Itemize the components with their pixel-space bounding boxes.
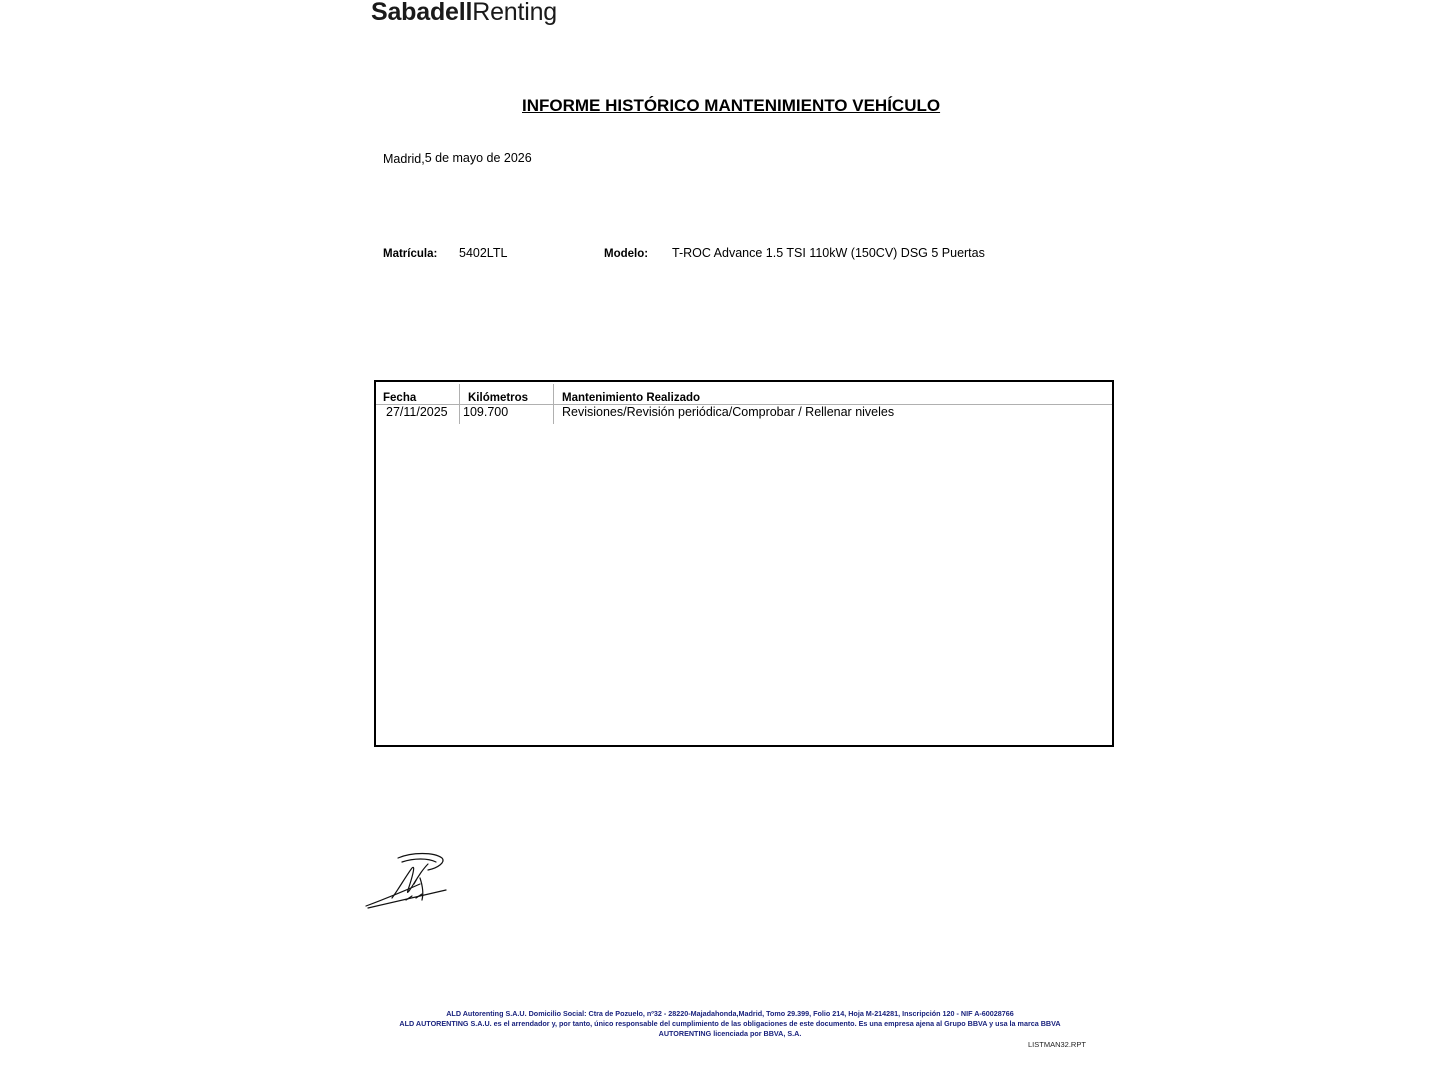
model-value: T-ROC Advance 1.5 TSI 110kW (150CV) DSG 5 Puertas: [672, 246, 985, 260]
date-line: [383, 151, 532, 165]
footer-line-1: ALD Autorenting S.A.U. Domicilio Social: Ctra de Pozuelo, nº32 - 28220-Majadahonda,Madrid, Tomo 29.399, Folio 214, Hoja M-214281, Inscripción 120 - NIF A-60028766: [446, 1009, 1014, 1018]
cell-mantenimiento: Revisiones/Revisión periódica/Comprobar / Rellenar niveles: [562, 405, 895, 419]
plate-label: Matrícula:: [383, 248, 438, 260]
maintenance-table: [374, 380, 1114, 747]
signature-icon: [362, 850, 452, 912]
logo-regular-text: Renting: [472, 0, 558, 26]
plate-value: 5402LTL: [459, 246, 508, 260]
header-fecha: Fecha: [383, 392, 417, 404]
footer-line-2: ALD AUTORENTING S.A.U. es el arrendador y, por tanto, único responsable del cumplimiento de las obligaciones de este documento. Es una empresa ajena al Grupo BBVA y usa la marca BBVA: [399, 1019, 1061, 1028]
city: Madrid,: [383, 152, 425, 166]
model-label: Modelo:: [604, 248, 649, 260]
header-kilometros: Kilómetros: [468, 392, 529, 404]
company-logo: [371, 0, 557, 27]
report-code: LISTMAN32.RPT: [1028, 1040, 1086, 1049]
footer-line-3: AUTORENTING licenciada por BBVA, S.A.: [658, 1029, 802, 1038]
document-title: INFORME HISTÓRICO MANTENIMIENTO VEHÍCULO: [522, 96, 941, 115]
document-date: 5 de mayo de 2026: [424, 151, 532, 165]
cell-kilometros: 109.700: [463, 405, 509, 419]
cell-fecha: 27/11/2025: [386, 405, 448, 419]
logo-bold-text: Sabadell: [371, 0, 473, 26]
legal-footer: [370, 1009, 1090, 1039]
header-mantenimiento: Mantenimiento Realizado: [562, 392, 701, 404]
